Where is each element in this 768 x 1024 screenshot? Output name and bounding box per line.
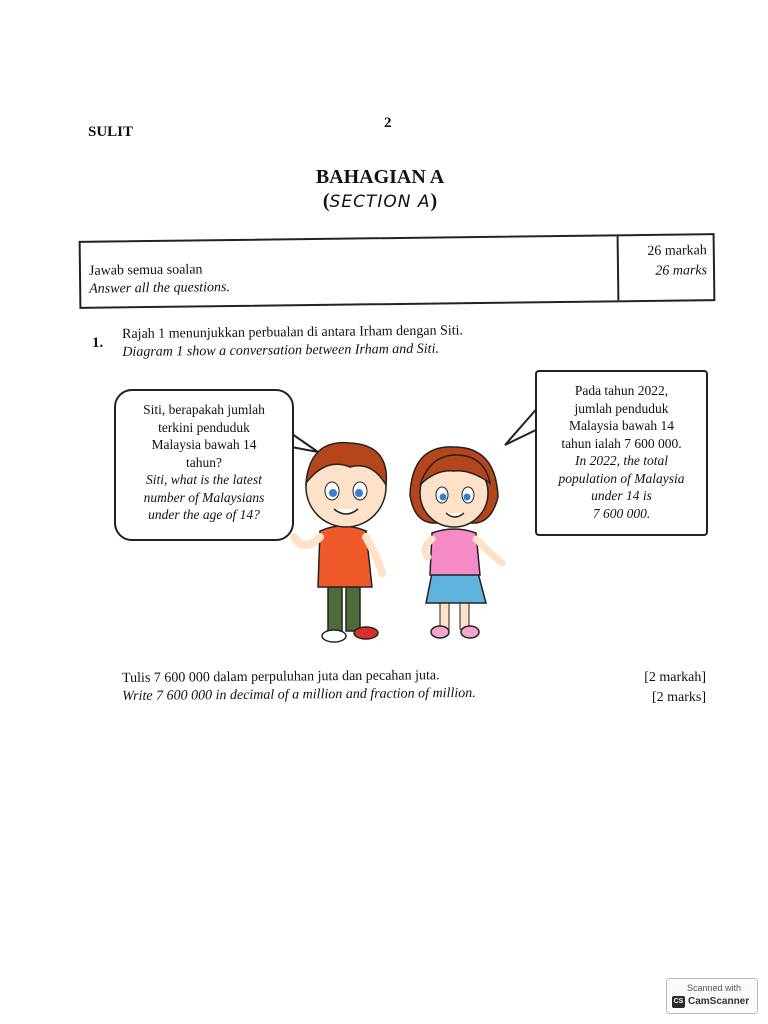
question-task-malay: Tulis 7 600 000 dalam perpuluhan juta dan pecahan juta. bbox=[122, 668, 440, 686]
question-task bbox=[122, 667, 476, 706]
scanned-with-label: Scanned with bbox=[687, 983, 742, 993]
bubble-left-line: number of Malaysians bbox=[143, 489, 265, 505]
bubble-right-line: Pada tahun 2022, bbox=[574, 383, 669, 398]
bubble-left-line: tahun? bbox=[186, 454, 222, 470]
boy-figure bbox=[294, 443, 386, 642]
section-subtitle-open: ( bbox=[322, 190, 330, 212]
bubble-right-line: 7 600 000. bbox=[592, 505, 651, 521]
bubble-right-line: Malaysia bawah 14 bbox=[569, 418, 674, 433]
bubble-right-line: In 2022, the total bbox=[575, 453, 668, 468]
section-marks-english: 26 marks bbox=[655, 263, 708, 279]
section-subtitle-text: SECTION A bbox=[329, 192, 431, 212]
bubble-left-line: under the age of 14? bbox=[148, 507, 260, 522]
irham-speech-bubble bbox=[114, 389, 294, 541]
question-marks-malay: [2 markah] bbox=[644, 670, 706, 685]
question-number: 1. bbox=[92, 335, 104, 351]
bubble-right-line: population of Malaysia bbox=[558, 470, 685, 486]
classification-label: SULIT bbox=[88, 124, 134, 140]
question-marks-english: [2 marks] bbox=[651, 690, 706, 705]
girl-figure bbox=[410, 447, 502, 638]
bubble-left-line: Siti, berapakah jumlah bbox=[143, 402, 265, 417]
bubble-left-line: Siti, what is the latest bbox=[146, 472, 262, 487]
siti-speech-bubble bbox=[535, 370, 708, 536]
section-title: BAHAGIAN A bbox=[315, 166, 445, 188]
camscanner-logo-icon: CS bbox=[672, 996, 685, 1008]
bubble-right-line: under 14 is bbox=[591, 488, 652, 503]
instructions-malay: Jawab semua soalan bbox=[88, 262, 203, 279]
question-task-english: Write 7 600 000 in decimal of a million and fraction of million. bbox=[122, 685, 476, 704]
question-marks bbox=[620, 668, 706, 708]
question-intro-english: Diagram 1 show a conversation between Irham and Siti. bbox=[122, 341, 440, 360]
children-illustration bbox=[280, 425, 520, 650]
bubble-right-line: tahun ialah 7 600 000. bbox=[561, 435, 682, 451]
instructions-english: Answer all the questions. bbox=[89, 280, 231, 297]
bubble-right-line: jumlah penduduk bbox=[574, 400, 669, 416]
bubble-left-line: Malaysia bawah 14 bbox=[151, 437, 257, 452]
camscanner-name: CamScanner bbox=[688, 996, 750, 1007]
question-intro-malay: Rajah 1 menunjukkan perbualan di antara Irham dengan Siti. bbox=[122, 323, 464, 342]
page-number: 2 bbox=[384, 115, 392, 131]
camscanner-watermark bbox=[666, 978, 758, 1014]
section-subtitle-close: ) bbox=[430, 190, 438, 212]
section-marks-malay: 26 markah bbox=[647, 243, 707, 259]
bubble-left-line: terkini penduduk bbox=[158, 419, 250, 435]
